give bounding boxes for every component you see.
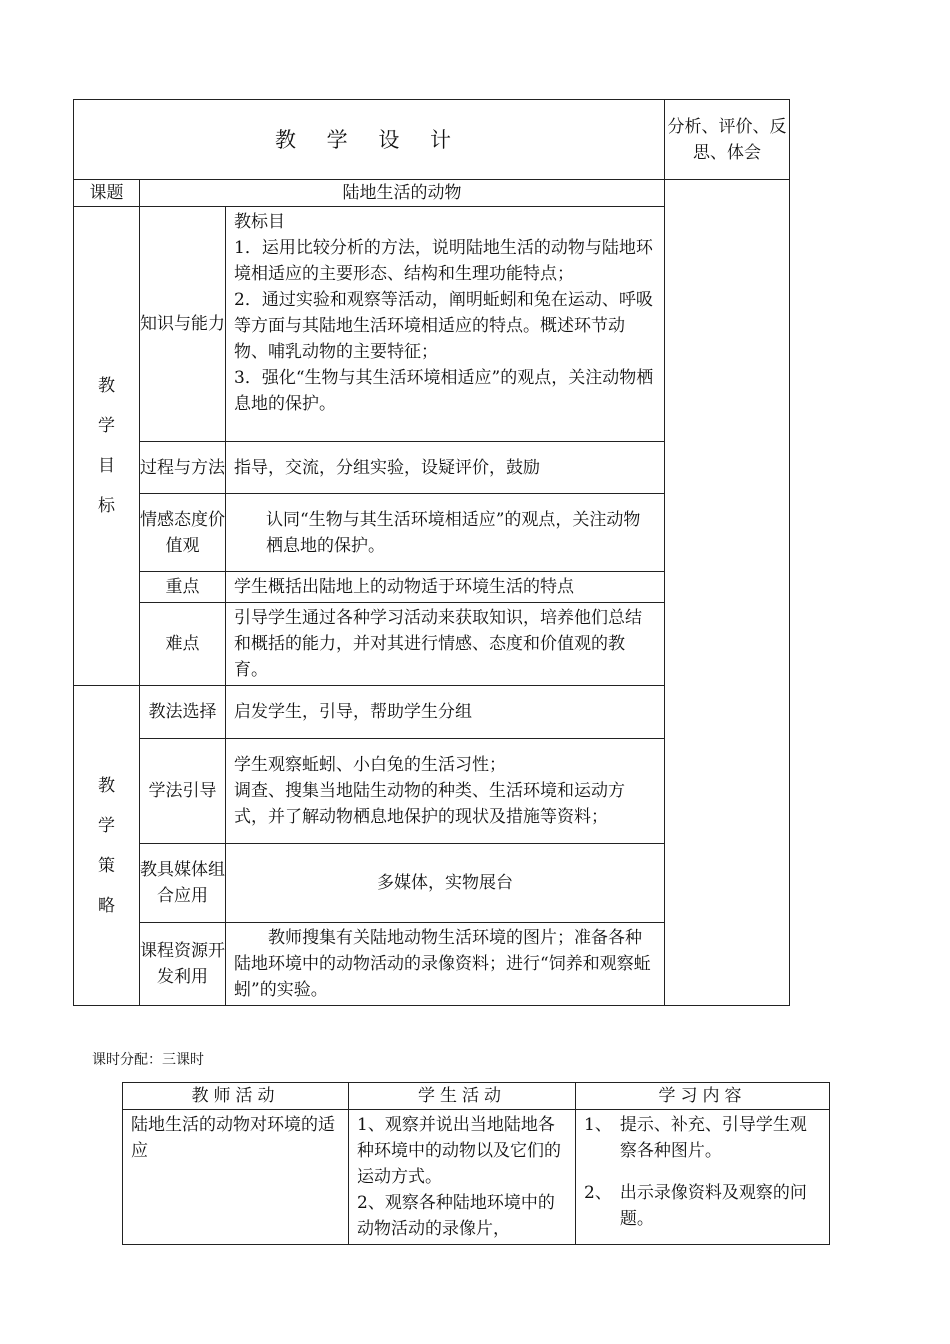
emotion-value: 认同“生物与其生活环境相适应”的观点，关注动物栖息地的保护。 [226, 494, 665, 572]
learning-content-item: 2、 出示录像资料及观察的问题。 [584, 1183, 807, 1229]
study-line: 调查、搜集当地陆生动物的种类、生活环境和运动方式，并了解动物栖息地保护的现状及措施等资料； [234, 781, 625, 827]
resource-label: 课程资源开发利用 [140, 923, 226, 1006]
teacher-activity-header: 教师活动 [123, 1083, 349, 1110]
topic-value: 陆地生活的动物 [140, 180, 665, 207]
teaching-method-label: 教法选择 [140, 686, 226, 739]
study-method-label: 学法引导 [140, 739, 226, 844]
reflection-header: 分析、评价、反思、体会 [665, 100, 790, 180]
lesson-allocation: 课时分配：三课时 [92, 1052, 204, 1068]
difficulty-value: 引导学生通过各种学习活动来获取知识，培养他们总结和概括的能力，并对其进行情感、态度和价值观的教育。 [226, 603, 665, 686]
study-method-value [226, 739, 665, 844]
knowledge-line: 1．运用比较分析的方法，说明陆地生活的动物与陆地环境相适应的主要形态、结构和生理功能特点； [234, 238, 653, 284]
learning-content-cell [576, 1110, 830, 1245]
knowledge-line: 3．强化“生物与其生活环境相适应”的观点，关注动物栖息地的保护。 [234, 368, 654, 414]
difficulty-label: 难点 [140, 603, 226, 686]
study-line: 学生观察蚯蚓、小白兔的生活习性； [234, 755, 506, 775]
learning-content-item: 1、 提示、补充、引导学生观察各种图片。 [584, 1115, 807, 1161]
knowledge-line: 教标目 [234, 212, 285, 232]
media-value: 多媒体，实物展台 [226, 844, 665, 923]
goals-group-label: 教学目标 [74, 207, 140, 686]
reflection-column [665, 180, 790, 1006]
strategy-group-label: 教学策略 [74, 686, 140, 1006]
student-activity-cell [349, 1110, 576, 1245]
activity-table [122, 1082, 830, 1245]
student-activity-item: 1、观察并说出当地陆地各种环境中的动物以及它们的运动方式。 [357, 1115, 561, 1187]
knowledge-line: 2．通过实验和观察等活动，阐明蚯蚓和兔在运动、呼吸等方面与其陆地生活环境相适应的特点。概述环节动物、哺乳动物的主要特征； [234, 290, 653, 362]
process-label: 过程与方法 [140, 442, 226, 494]
process-value: 指导，交流，分组实验，设疑评价，鼓励 [226, 442, 665, 494]
teaching-method-value: 启发学生，引导，帮助学生分组 [226, 686, 665, 739]
teacher-activity-cell: 陆地生活的动物对环境的适应 [123, 1110, 349, 1245]
lesson-design-table [73, 99, 790, 1006]
key-point-label: 重点 [140, 572, 226, 603]
emotion-label: 情感态度价值观 [140, 494, 226, 572]
key-point-value: 学生概括出陆地上的动物适于环境生活的特点 [226, 572, 665, 603]
topic-label: 课题 [74, 180, 140, 207]
student-activity-header: 学生活动 [349, 1083, 576, 1110]
student-activity-item: 2、观察各种陆地环境中的动物活动的录像片， [357, 1193, 555, 1239]
learning-content-header: 学习内容 [576, 1083, 830, 1110]
knowledge-content [226, 207, 665, 442]
resource-value: 教师搜集有关陆地动物生活环境的图片；准备各种陆地环境中的动物活动的录像资料；进行“饲养和观察蚯蚓”的实验。 [226, 923, 665, 1006]
media-label: 教具媒体组合应用 [140, 844, 226, 923]
table-title: 教 学 设 计 [74, 100, 665, 180]
knowledge-label: 知识与能力 [140, 207, 226, 442]
